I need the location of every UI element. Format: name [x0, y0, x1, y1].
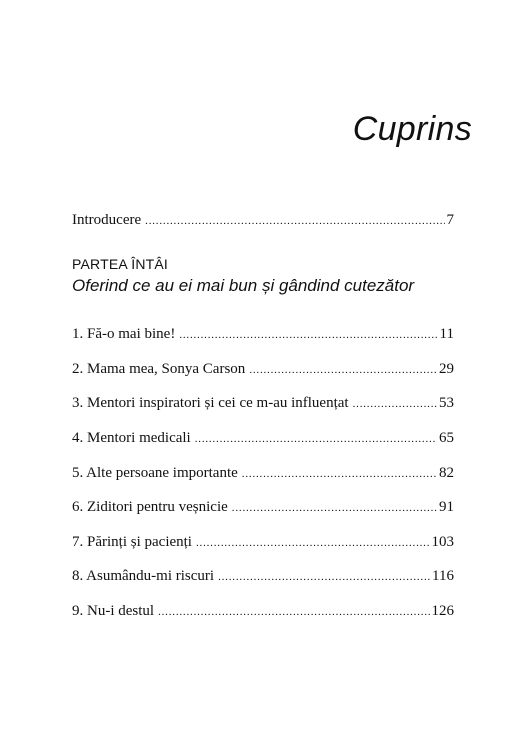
toc-leader-dots — [249, 360, 437, 380]
toc-entry-page: 91 — [439, 499, 454, 515]
toc-entry-page: 29 — [439, 361, 454, 377]
toc-entry-chapter-8 — [72, 566, 454, 587]
toc-entry-chapter-2 — [72, 359, 454, 380]
toc-entry-chapter-9 — [72, 601, 454, 622]
toc-entry-page: 11 — [439, 326, 454, 342]
toc-entry-page: 7 — [446, 212, 454, 228]
toc-entry-title: 1. Fă-o mai bine! — [72, 326, 176, 342]
toc-leader-dots — [196, 533, 430, 553]
toc-entry-page: 53 — [439, 395, 454, 411]
toc-leader-dots — [158, 602, 429, 622]
toc-leader-dots — [353, 394, 437, 414]
toc-entry-title: 5. Alte persoane importante — [72, 465, 238, 481]
toc-entry-title: 6. Ziditori pentru veșnicie — [72, 499, 228, 515]
part-subtitle: Oferind ce au ei mai bun și gândind cutezător — [72, 276, 415, 295]
toc-entry-title: 4. Mentori medicali — [72, 430, 191, 446]
toc-entry-page: 82 — [439, 465, 454, 481]
toc-entry-title: 8. Asumându-mi riscuri — [72, 568, 215, 584]
toc-entry-title: 3. Mentori inspiratori și cei ce m-au influențat — [72, 395, 349, 411]
toc-entry-title: Introducere — [72, 212, 142, 228]
page-title: Cuprins — [352, 110, 472, 148]
toc-leader-dots — [242, 464, 437, 484]
toc-entry-chapter-3 — [72, 393, 454, 414]
toc-leader-dots — [218, 567, 430, 587]
toc-entry-chapter-4 — [72, 428, 454, 449]
toc-entry-page: 103 — [431, 534, 454, 550]
toc-leader-dots — [195, 429, 437, 449]
toc-entry-title: 2. Mama mea, Sonya Carson — [72, 361, 246, 377]
part-label: PARTEA ÎNTÂI — [72, 256, 169, 272]
toc-entry-chapter-6 — [72, 497, 454, 518]
toc-leader-dots — [179, 325, 437, 345]
toc-entry-introduction — [72, 210, 454, 231]
toc-entry-page: 116 — [432, 568, 454, 584]
toc-entry-title: 7. Părinți și pacienți — [72, 534, 192, 550]
toc-entry-page: 65 — [439, 430, 454, 446]
toc-entry-title: 9. Nu-i destul — [72, 603, 155, 619]
toc-leader-dots — [145, 211, 444, 231]
toc-entry-page: 126 — [431, 603, 454, 619]
toc-entry-chapter-1 — [72, 324, 454, 345]
toc-entry-chapter-7 — [72, 532, 454, 553]
toc-leader-dots — [232, 498, 437, 518]
toc-entry-chapter-5 — [72, 463, 454, 484]
